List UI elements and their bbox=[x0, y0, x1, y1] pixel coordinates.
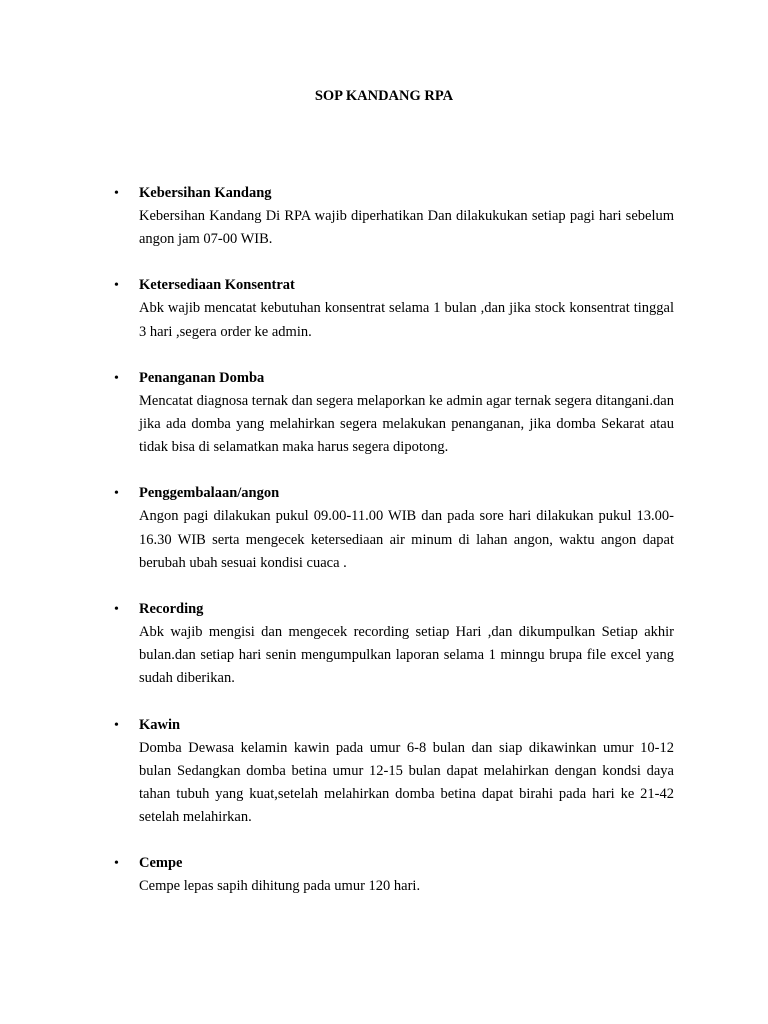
section-heading: Kawin bbox=[139, 716, 181, 733]
section-heading: Recording bbox=[139, 601, 204, 618]
section-body: Angon pagi dilakukan pukul 09.00-11.00 WIB dan pada sore hari dilakukan pukul 13.00-16.30 WIB serta mengecek ketersediaan air minum di lahan angon, waktu angon dapat berubah ubah sesuai kondisi cuaca . bbox=[139, 508, 674, 571]
section-heading: Penggembalaan/angon bbox=[139, 485, 280, 502]
bullet-icon: • bbox=[114, 486, 119, 502]
section-body: Mencatat diagnosa ternak dan segera melaporkan ke admin agar ternak segera ditangani.dan jika ada domba yang melahirkan segera melakukan penanganan, jika domba Sekarat atau tidak bisa di selamatkan maka harus segera dipotong. bbox=[139, 392, 674, 456]
section-body: Abk wajib mengisi dan mengecek recording setiap Hari ,dan dikumpulkan Setiap akhir bulan.dan setiap hari senin mengumpulkan laporan selama 1 minngu brupa file excel yang sudah diberikan. bbox=[139, 624, 674, 687]
section-body: Cempe lepas sapih dihitung pada umur 120 hari. bbox=[139, 878, 421, 895]
section-body: Domba Dewasa kelamin kawin pada umur 6-8 bulan dan siap dikawinkan umur 10-12 bulan Sedangkan domba betina umur 12-15 bulan dapat melahirkan dengan kondsi daya tahan tubuh yang kuat,setelah melahirkan domba betina dapat birahi pada hari ke 21-42 setelah melahirkan. bbox=[139, 739, 674, 826]
section-kawin bbox=[114, 714, 674, 830]
section-body: Abk wajib mencatat kebutuhan konsentrat selama 1 bulan ,dan jika stock konsentrat tinggal 3 hari ,segera order ke admin. bbox=[139, 300, 674, 340]
section-kebersihan-kandang bbox=[114, 182, 674, 251]
bullet-icon: • bbox=[114, 856, 119, 872]
bullet-icon: • bbox=[114, 278, 119, 294]
section-cempe bbox=[114, 852, 674, 898]
section-penanganan-domba bbox=[114, 367, 674, 460]
bullet-icon: • bbox=[114, 370, 119, 386]
section-penggembalaan-angon bbox=[114, 482, 674, 575]
section-heading: Kebersihan Kandang bbox=[139, 185, 272, 201]
section-body: Kebersihan Kandang Di RPA wajib diperhatikan Dan dilakukukan setiap pagi hari sebelum angon jam 07-00 WIB. bbox=[139, 208, 674, 248]
section-heading: Ketersediaan Konsentrat bbox=[139, 277, 295, 294]
section-heading: Cempe bbox=[139, 855, 183, 872]
bullet-icon: • bbox=[114, 717, 119, 733]
sop-section-list bbox=[114, 182, 674, 922]
bullet-icon: • bbox=[114, 602, 119, 618]
section-recording bbox=[114, 598, 674, 691]
section-heading: Penanganan Domba bbox=[139, 369, 265, 386]
section-ketersediaan-konsentrat bbox=[114, 274, 674, 343]
document-title: SOP KANDANG RPA bbox=[314, 88, 454, 104]
bullet-icon: • bbox=[114, 186, 119, 201]
